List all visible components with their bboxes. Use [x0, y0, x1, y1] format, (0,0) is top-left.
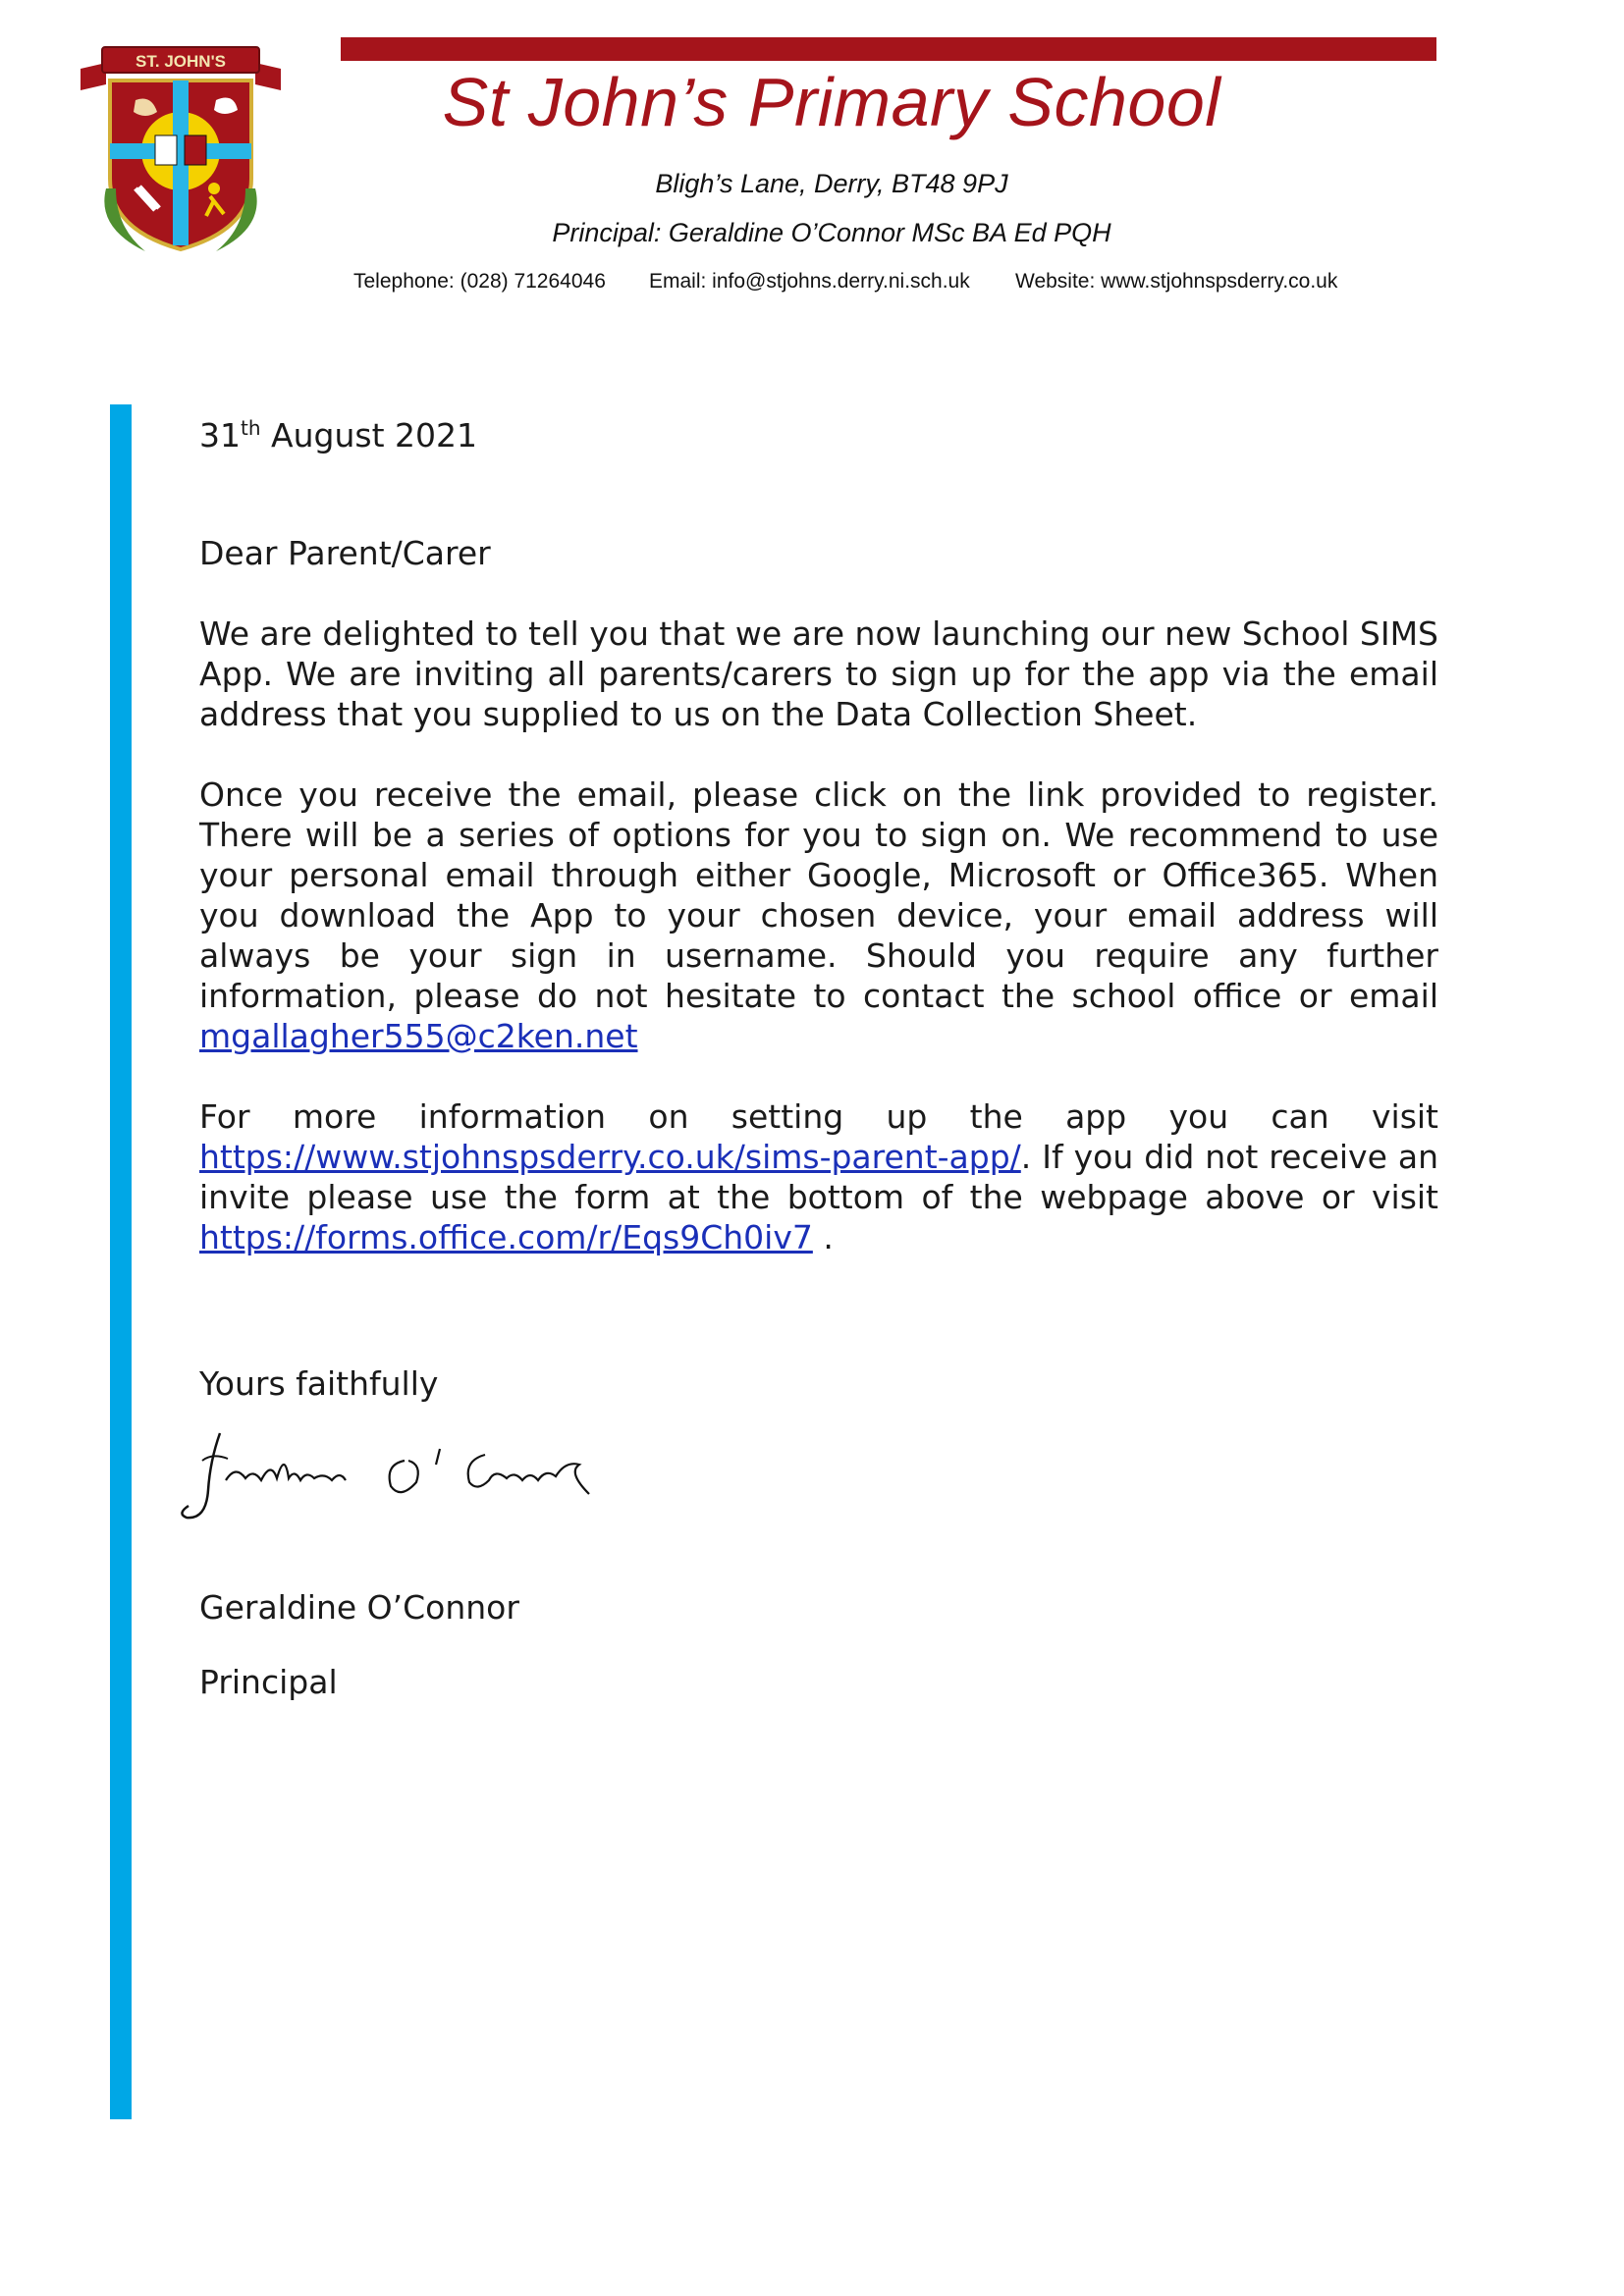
- sims-app-info-link[interactable]: https://www.stjohnspsderry.co.uk/sims-parent-app/: [199, 1138, 1021, 1176]
- telephone: Telephone: (028) 71264046: [353, 270, 606, 293]
- side-accent-bar: [110, 404, 132, 2119]
- school-crest-logo: [77, 41, 285, 263]
- principal-line: Principal: Geraldine O’Connor MSc BA Ed PQH: [552, 218, 1111, 247]
- school-address: Bligh’s Lane, Derry, BT48 9PJ: [655, 169, 1008, 198]
- forms-link[interactable]: https://forms.office.com/r/Eqs9Ch0iv7: [199, 1218, 813, 1256]
- crest-banner-text: ST. JOHN'S: [135, 52, 226, 71]
- contact-email-link[interactable]: mgallagher555@c2ken.net: [199, 1017, 638, 1055]
- paragraph-3: [199, 1096, 1438, 1257]
- paragraph-2-text: Once you receive the email, please click on the link provided to register. There will be a series of options for you to sign on. We recommend to use your personal email through either Google, Microsoft or Office365. When you download the App to your chosen device, your email address will always be your sign in username. Should you require any further information, please do not hesitate to contact the school office or email: [199, 775, 1438, 1015]
- paragraph-1: We are delighted to tell you that we are now launching our new School SIMS App. We are inviting all parents/carers to sign up for the app via the email address that you supplied to us on the Data Collection Sheet.: [199, 614, 1438, 733]
- closing: Yours faithfully: [199, 1364, 439, 1403]
- signer-name: Geraldine O’Connor: [199, 1588, 519, 1627]
- letter-date: 31th August 2021: [199, 416, 477, 454]
- paragraph-3-end: .: [812, 1218, 834, 1256]
- website: Website: www.stjohnspsderry.co.uk: [1015, 270, 1338, 293]
- paragraph-3-mid: . If you did not receive an invite please use the form at the bottom of the webpage above or visit: [199, 1138, 1438, 1216]
- school-name: St John’s Primary School: [442, 64, 1221, 140]
- email: Email: info@stjohns.derry.ni.sch.uk: [649, 270, 970, 293]
- handwritten-signature: [177, 1421, 619, 1524]
- signer-title: Principal: [199, 1663, 338, 1701]
- paragraph-2: [199, 774, 1438, 1056]
- paragraph-3-intro: For more information on setting up the app you can visit: [199, 1097, 1438, 1136]
- header-red-bar: [341, 37, 1436, 61]
- salutation: Dear Parent/Carer: [199, 534, 491, 572]
